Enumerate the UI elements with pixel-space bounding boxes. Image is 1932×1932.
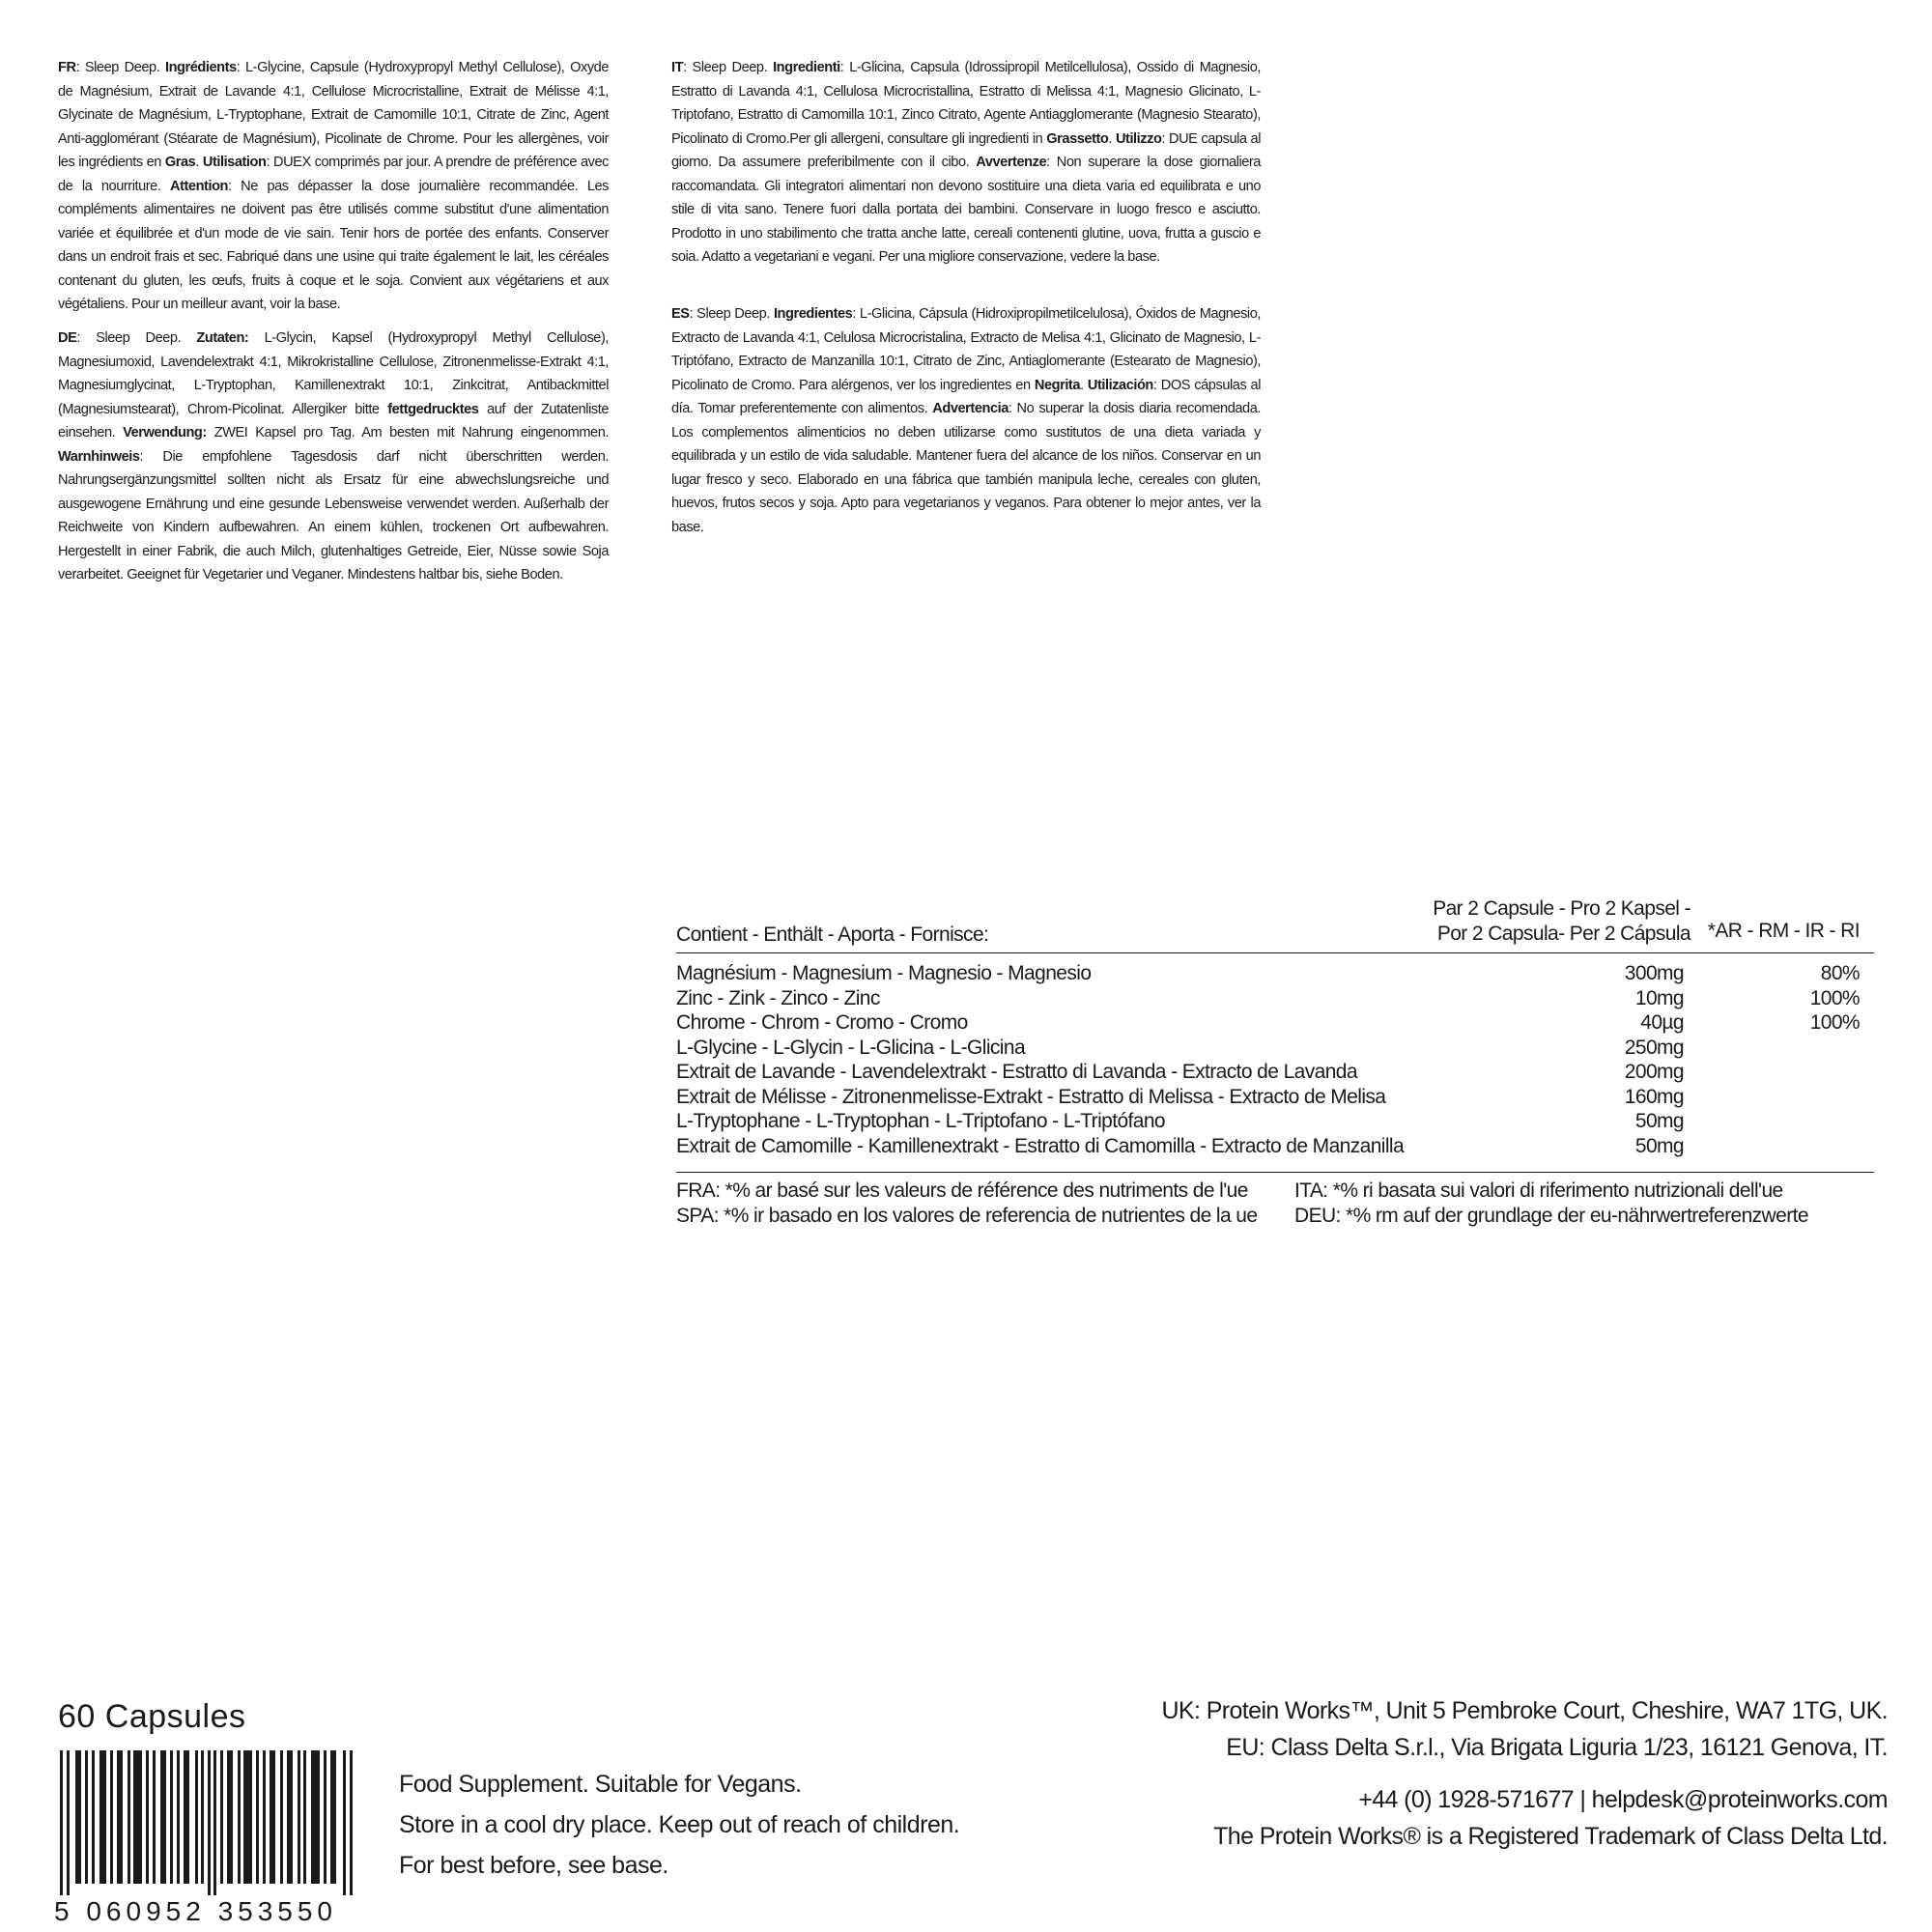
footnote-fra: FRA: *% ar basé sur les valeurs de référence des nutriments de l'ue xyxy=(676,1179,1248,1202)
table-row: Zinc - Zink - Zinco - Zinc 10mg 100% xyxy=(676,986,1860,1009)
table-row: Extrait de Lavande - Lavendelextrakt - Estratto di Lavanda - Extracto de Lavanda 200mg xyxy=(676,1061,1684,1083)
table-row: Magnésium - Magnesium - Magnesio - Magnesio 300mg 80% xyxy=(676,962,1860,984)
barcode-number: 5 060952 353550 xyxy=(54,1896,337,1926)
trademark-line: The Protein Works® is a Registered Trademark of Class Delta Ltd. xyxy=(1213,1823,1888,1850)
contact-line: +44 (0) 1928-571677 | helpdesk@proteinworks.com xyxy=(1358,1786,1888,1813)
ingredients-fr: FR: Sleep Deep. Ingrédients: L-Glycine, Capsule (Hydroxypropyl Methyl Cellulose), Oxyde de Magnésium, Extrait de Lavande 4:1, Cellulose Microcristalline, Extrait de Mélisse 4:1, Glycinate de Magnésium, L-Tryptophane, Extrait de Camomille 10:1, Citrate de Zinc, Agent Anti-agglomérant (Stéarate de Magnésium), Picolinate de Chrome. Pour les allergènes, voir les ingrédients en Gras. Utilisation: DUEX comprimés par jour. A prendre de préférence avec de la nourriture. Attention: Ne pas dépasser la dose journalière recommandée. Les compléments alimentaires ne doivent pas être utilisés comme substitut d'une alimentation variée et équilibrée et d'un mode de vie sain. Tenir hors de portée des enfants. Conserver dans un endroit frais et sec. Fabriqué dans une usine qui traite également le lait, les céréales contenant du gluten, les œufs, fruits à coque et le soja. Convient aux végétariens et aux végétaliens. Pour un meilleur avant, voir la base. xyxy=(58,60,610,312)
table-row: L-Tryptophane - L-Tryptophan - L-Triptofano - L-Triptófano 50mg xyxy=(676,1110,1684,1132)
header-reference-intake: *AR - RM - IR - RI xyxy=(1707,920,1860,942)
footnote-deu: DEU: *% rm auf der grundlage der eu-nährwertreferenzwerte xyxy=(1294,1205,1808,1227)
address-eu: EU: Class Delta S.r.l., Via Brigata Liguria 1/23, 16121 Genova, IT. xyxy=(1226,1734,1888,1761)
lang-code: DE xyxy=(58,330,77,346)
ingredients-es: ES: Sleep Deep. Ingredientes: L-Glicina, Cápsula (Hidroxipropilmetilcelulosa), Óxidos de Magnesio, Extracto de Lavanda 4:1, Celulosa Microcristalina, Extracto de Melisa 4:1, Glicinato de Magnesio, L-Triptófano, Extracto de Manzanilla 10:1, Citrato de Zinc, Antiaglomerante (Estearato de Magnesio), Picolinato de Cromo. Para alérgenos, ver los ingredientes en Negrita. Utilización: DOS cápsulas al día. Tomar preferentemente con alimentos. Advertencia: No superar la dosis diaria recomendada. Los complementos alimenticios no deben utilizarse como sustitutos de una dieta variada y equilibrada y un estilo de vida saludable. Mantener fuera del alcance de los niños. Conservar en un lugar fresco y seco. Elaborado en una fábrica que también manipula leche, cereales con gluten, huevos, frutos secos y soja. Apto para vegetarianos y veganos. Para obtener lo mejor antes, ver la base. xyxy=(671,306,1261,535)
ingredients-it: IT: Sleep Deep. Ingredienti: L-Glicina, Capsula (Idrossipropil Metilcellulosa), Ossido di Magnesio, Estratto di Lavanda 4:1, Cellulosa Microcristallina, Estratto di Melissa 4:1, Magnesio Glicinato, L-Triptofano, Estratto di Camomilla 10:1, Zinco Citrato, Agente Antiagglomerante (Magnesio Stearato), Picolinato di Cromo.Per gli allergeni, consultare gli ingredienti in Grassetto. Utilizzo: DUE capsula al giorno. Da assumere preferibilmente con il cibo. Avvertenze: Non superare la dose giornaliera raccomandata. Gli integratori alimentari non devono sostituire una dieta varia ed equilibrata e uno stile di vita sano. Tenere fuori dalla portata dei bambini. Conservare in luogo fresco e asciutto. Prodotto in uno stabilimento che tratta anche latte, cereali contenenti glutine, uova, frutta a guscio e soia. Adatto a vegetariani e vegani. Per una migliore conservazione, vedere la base. xyxy=(671,60,1261,265)
barcode-icon xyxy=(60,1750,361,1895)
footnote-ita: ITA: *% ri basata sui valori di riferimento nutrizionali dell'ue xyxy=(1294,1179,1783,1202)
supplement-line: Food Supplement. Suitable for Vegans. xyxy=(399,1771,802,1798)
lang-code: FR xyxy=(58,60,76,75)
lang-code: ES xyxy=(671,306,690,322)
footnote-spa: SPA: *% ir basado en los valores de referencia de nutrientes de la ue xyxy=(676,1205,1258,1227)
table-row: Extrait de Camomille - Kamillenextrakt - Estratto di Camomilla - Extracto de Manzanilla 50mg xyxy=(676,1134,1684,1157)
supplement-line: For best before, see base. xyxy=(399,1852,668,1879)
nutrition-header xyxy=(676,887,1874,953)
nutrition-table xyxy=(676,887,1874,1236)
lang-code: IT xyxy=(671,60,684,75)
address-uk: UK: Protein Works™, Unit 5 Pembroke Court, Cheshire, WA7 1TG, UK. xyxy=(1161,1697,1888,1724)
supplement-info xyxy=(399,1764,959,1886)
table-row: L-Glycine - L-Glycin - L-Glicina - L-Glicina 250mg xyxy=(676,1036,1684,1059)
nutrition-footnotes xyxy=(676,1173,1874,1236)
header-contient: Contient - Enthält - Aporta - Fornisce: xyxy=(676,923,989,946)
company-address xyxy=(1161,1692,1888,1855)
ingredients-de: DE: Sleep Deep. Zutaten: L-Glycin, Kapsel (Hydroxypropyl Methyl Cellulose), Magnesiumoxid, Lavendelextrakt 4:1, Mikrokristalline Cellulose, Zitronenmelisse-Extrakt 4:1, Magnesiumglycinat, L-Tryptophan, Kamillenextrakt 10:1, Zinkcitrat, Antibackmittel (Magnesiumstearat), Chrom-Picolinat. Allergiker bitte fettgedrucktes auf der Zutatenliste einsehen. Verwendung: ZWEI Kapsel pro Tag. Am besten mit Nahrung eingenommen. Warnhinweis: Die empfohlene Tagesdosis darf nicht überschritten werden. Nahrungsergänzungsmittel sollten nicht als Ersatz für eine abwechslungsreiche und ausgewogene Ernährung und eine gesunde Lebensweise verwendet werden. Außerhalb der Reichweite von Kindern aufbewahren. An einem kühlen, trockenen Ort aufbewahren. Hergestellt in einer Fabrik, die auch Milch, glutenhaltiges Getreide, Eier, Nüsse sowie Soja verarbeitet. Geeignet für Vegetarier und Veganer. Mindestens haltbar bis, siehe Boden. xyxy=(58,330,609,582)
capsule-count: 60 Capsules xyxy=(58,1698,246,1735)
nutrition-rows xyxy=(676,953,1874,1173)
table-row: Extrait de Mélisse - Zitronenmelisse-Extrakt - Estratto di Melissa - Extracto de Melisa 160mg xyxy=(676,1085,1684,1108)
supplement-line: Store in a cool dry place. Keep out of reach of children. xyxy=(399,1811,960,1838)
table-row: Chrome - Chrom - Cromo - Cromo 40µg 100% xyxy=(676,1011,1860,1034)
header-per-serving: Par 2 Capsule - Pro 2 Kapsel - Por 2 Capsula- Per 2 Cápsula xyxy=(1433,897,1690,945)
